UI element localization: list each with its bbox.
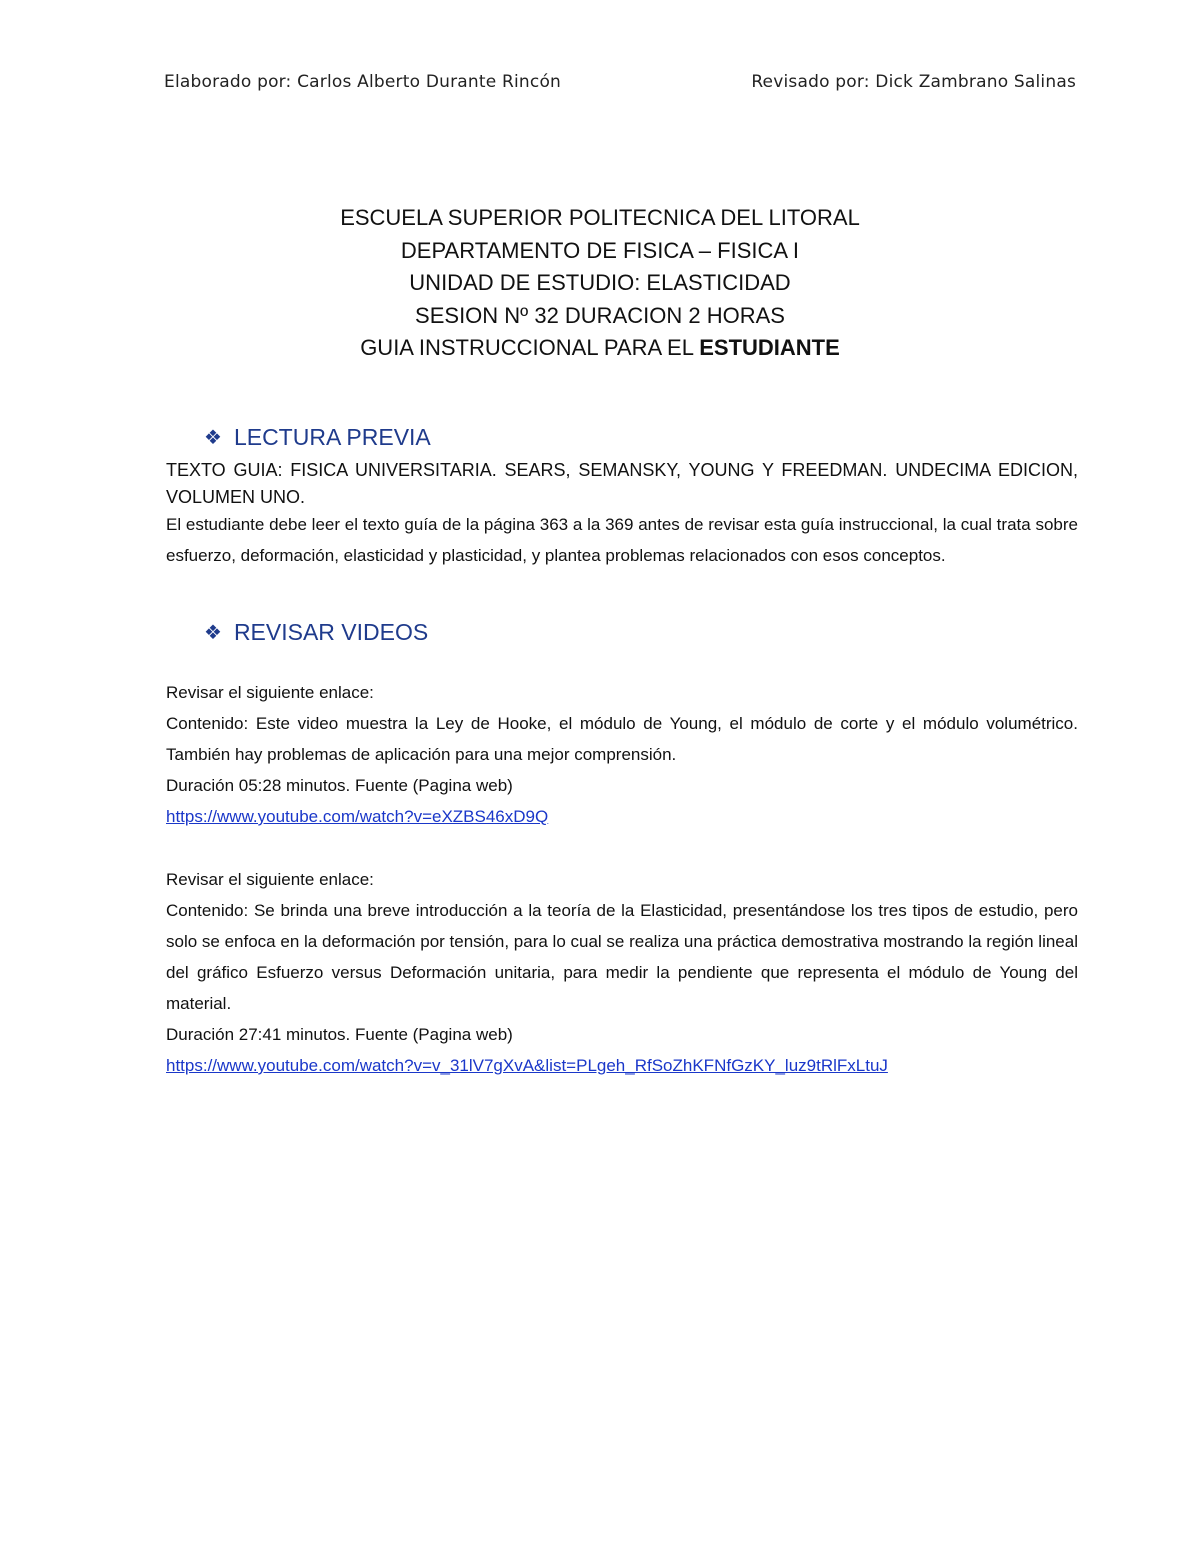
section-heading-label: LECTURA PREVIA <box>233 424 431 450</box>
title-guide-prefix: GUIA INSTRUCCIONAL PARA EL <box>360 335 700 360</box>
title-line-unit: UNIDAD DE ESTUDIO: ELASTICIDAD <box>409 270 791 295</box>
video-item <box>166 677 1078 832</box>
video-intro: Revisar el siguiente enlace: <box>166 870 374 889</box>
title-line-session: SESION Nº 32 DURACION 2 HORAS <box>415 302 785 328</box>
video-content: Contenido: Se brinda una breve introducción a la teoría de la Elasticidad, presentándose los tres tipos de estudio, pero solo se enfoca en la deformación por tensión, para lo cual se realiza una práctica demostrativa mostrando la región lineal del gráfico Esfuerzo versus Deformación unitaria, para medir la pendiente que representa el módulo de Young del material. <box>166 901 1078 1013</box>
title-line-department: DEPARTAMENTO DE FISICA – FISICA I <box>400 237 800 263</box>
video-duration: Duración 27:41 minutos. Fuente (Pagina web) <box>166 1025 513 1044</box>
title-line-guide <box>0 332 1200 365</box>
diamond-bullet-icon: ❖ <box>204 622 222 644</box>
video-item <box>166 864 1078 1081</box>
section-heading-label: REVISAR VIDEOS <box>233 619 429 645</box>
video-link[interactable]: https://www.youtube.com/watch?v=v_31lV7gXvA&list=PLgeh_RfSoZhKFNfGzKY_luz9tRlFxLtuJ <box>166 1056 888 1075</box>
reviewed-by: Revisado por: Dick Zambrano Salinas <box>751 72 1076 92</box>
guide-text: TEXTO GUIA: FISICA UNIVERSITARIA. SEARS, SEMANSKY, YOUNG Y FREEDMAN. UNDECIMA EDICION, VOLUMEN UNO. <box>166 460 1078 507</box>
document-title <box>0 202 1200 365</box>
title-guide-bold: ESTUDIANTE <box>699 335 840 360</box>
section-heading-videos <box>204 619 428 646</box>
video-content: Contenido: Este video muestra la Ley de Hooke, el módulo de Young, el módulo de corte y el módulo volumétrico. También hay problemas de aplicación para una mejor comprensión. <box>166 714 1078 764</box>
lectura-body <box>166 457 1078 571</box>
prepared-by: Elaborado por: Carlos Alberto Durante Rincón <box>164 72 562 92</box>
title-line-institution: ESCUELA SUPERIOR POLITECNICA DEL LITORAL <box>340 205 860 230</box>
lectura-paragraph: El estudiante debe leer el texto guía de la página 363 a la 369 antes de revisar esta guía instruccional, la cual trata sobre esfuerzo, deformación, elasticidad y plasticidad, y plantea problemas relacionados con esos conceptos. <box>166 515 1078 565</box>
video-intro: Revisar el siguiente enlace: <box>166 683 374 702</box>
section-heading-lectura <box>204 424 431 451</box>
video-duration: Duración 05:28 minutos. Fuente (Pagina web) <box>166 776 513 795</box>
diamond-bullet-icon: ❖ <box>204 427 222 449</box>
page-header <box>164 72 1076 92</box>
video-link[interactable]: https://www.youtube.com/watch?v=eXZBS46xD9Q <box>166 807 549 826</box>
